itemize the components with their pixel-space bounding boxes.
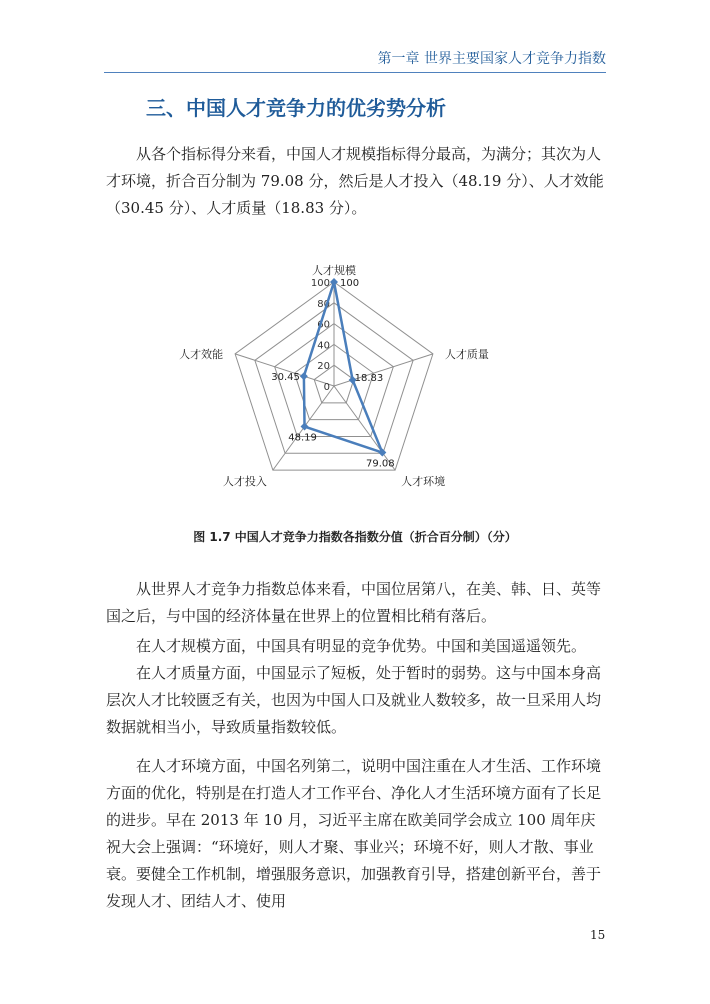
- tick-label-0: 0: [323, 382, 330, 393]
- tick-label-100: 100: [310, 278, 330, 289]
- paragraph-indicator-scores: 从各个指标得分来看，中国人才规模指标得分最高，为满分；其次为人才环境，折合百分制为 79.08 分，然后是人才投入（48.19 分）、人才效能（30.45 分）、人才质量（18.83 分）。: [106, 145, 604, 217]
- series-china: [304, 282, 382, 453]
- section-title: 三、中国人才竞争力的优劣势分析: [146, 96, 446, 120]
- tick-label-40: 40: [317, 340, 330, 352]
- paragraph-talent-scale: 在人才规模方面，中国具有明显的竞争优势。中国和美国遥遥领先。: [136, 637, 587, 655]
- grid-spoke-2: [334, 386, 395, 470]
- value-label-environment: 79.08: [366, 458, 395, 470]
- marker-2: [378, 449, 386, 457]
- radar-chart: [179, 258, 520, 498]
- value-label-investment: 48.19: [288, 432, 317, 444]
- value-labels: [271, 278, 394, 470]
- radar-grid: [235, 282, 433, 470]
- axis-label-investment: 人才投入: [222, 475, 267, 489]
- figure-caption: 图 1.7 中国人才竞争力指数各指数分值（折合百分制）（分）: [193, 530, 517, 544]
- tick-label-80: 80: [317, 298, 330, 310]
- marker-3: [301, 423, 309, 431]
- running-header: 第一章 世界主要国家人才竞争力指数: [377, 51, 606, 67]
- value-label-quality: 18.83: [354, 372, 384, 384]
- marker-4: [300, 372, 308, 380]
- marker-0: [330, 278, 338, 286]
- paragraph-talent-environment: 在人才环境方面，中国名列第二，说明中国注重在人才生活、工作环境方面的优化，特别是在打造人才工作平台、净化人才生活环境方面有了长足的进步。早在 2013 年 10 月，习近平主席在欧美同学会成立 100 周年庆祝大会上强调：“环境好，则人才聚、事业兴；环境不好，则人才散、事业衰。要健全工作机制，增强服务意识，加强教育引导，搭建创新平台，善于发现人才、团结人才、使用: [106, 757, 602, 910]
- tick-label-60: 60: [317, 319, 330, 331]
- series-polygon: [304, 282, 382, 453]
- axis-label-scale: 人才规模: [312, 264, 356, 277]
- axis-label-efficiency: 人才效能: [179, 347, 224, 361]
- header-rule: [104, 72, 606, 73]
- axis-label-quality: 人才质量: [444, 347, 489, 361]
- axis-label-environment: 人才环境: [401, 475, 446, 489]
- paragraph-talent-quality: 在人才质量方面，中国显示了短板，处于暂时的弱势。这与中国本身高层次人才比较匮乏有关，也因为中国人口及就业人数较多，故一旦采用人均数据就相当小，导致质量指数较低。: [106, 664, 602, 736]
- value-label-efficiency: 30.45: [271, 372, 300, 384]
- radar-tick-labels: [311, 278, 330, 393]
- tick-label-20: 20: [317, 361, 330, 373]
- page-number: 15: [590, 928, 606, 942]
- paragraph-overall-rank: 从世界人才竞争力指数总体来看，中国位居第八，在美、韩、日、英等国之后，与中国的经济体量在世界上的位置相比稍有落后。: [106, 580, 602, 625]
- value-label-scale: 100: [340, 278, 360, 289]
